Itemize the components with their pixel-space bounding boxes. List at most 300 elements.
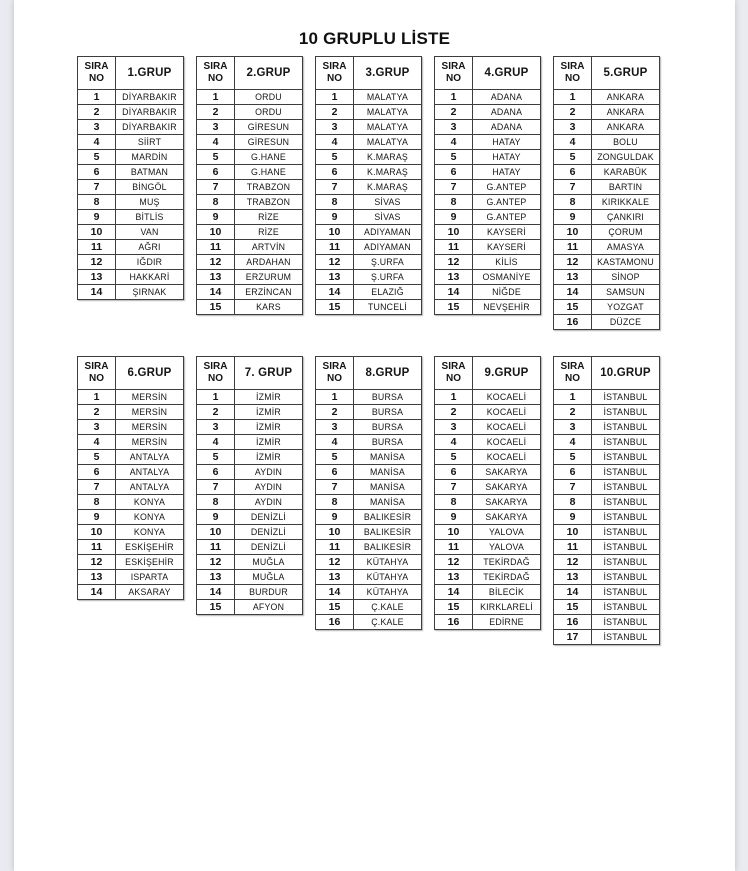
row-number-cell: 4: [197, 435, 235, 450]
city-cell: ADANA: [473, 120, 541, 135]
city-cell: ERZİNCAN: [235, 285, 303, 300]
table-row: [78, 210, 184, 225]
sira-no-header: [197, 357, 235, 390]
group-name-header: 5.GRUP: [592, 57, 660, 90]
table-row: [78, 240, 184, 255]
table-row: [435, 255, 541, 270]
city-cell: MANİSA: [354, 495, 422, 510]
group-table: [77, 56, 184, 300]
row-number-cell: 8: [554, 195, 592, 210]
city-cell: MALATYA: [354, 135, 422, 150]
row-number-cell: 4: [435, 135, 473, 150]
city-cell: TEKİRDAĞ: [473, 555, 541, 570]
row-number-cell: 2: [316, 405, 354, 420]
city-cell: ÇORUM: [592, 225, 660, 240]
table-row: [78, 180, 184, 195]
row-number-cell: 3: [435, 120, 473, 135]
table-row: [316, 390, 422, 405]
city-cell: KOCAELİ: [473, 405, 541, 420]
sira-no-header: [554, 357, 592, 390]
page-title: 10 GRUPLU LİSTE: [298, 29, 451, 48]
city-cell: MANİSA: [354, 450, 422, 465]
table-row: [197, 90, 303, 105]
city-cell: İZMİR: [235, 435, 303, 450]
row-number-cell: 10: [554, 225, 592, 240]
city-cell: MANİSA: [354, 480, 422, 495]
sira-no-header: [435, 57, 473, 90]
row-number-cell: 17: [554, 630, 592, 645]
row-number-cell: 4: [316, 435, 354, 450]
row-number-cell: 3: [78, 120, 116, 135]
city-cell: MUĞLA: [235, 555, 303, 570]
table-row: [554, 225, 660, 240]
city-cell: DENİZLİ: [235, 510, 303, 525]
table-row: [197, 585, 303, 600]
row-number-cell: 7: [435, 480, 473, 495]
city-cell: MANİSA: [354, 465, 422, 480]
group-name-header: 10.GRUP: [592, 357, 660, 390]
sira-label: SIRA: [84, 61, 109, 72]
row-number-cell: 14: [197, 585, 235, 600]
table-row: [78, 525, 184, 540]
table-row: [78, 90, 184, 105]
row-number-cell: 4: [435, 435, 473, 450]
table-row: [197, 225, 303, 240]
table-row: [554, 180, 660, 195]
no-label: NO: [208, 73, 223, 84]
no-label: NO: [89, 373, 104, 384]
row-number-cell: 12: [197, 255, 235, 270]
city-cell: YALOVA: [473, 525, 541, 540]
group-table: [434, 356, 541, 630]
table-row: [78, 435, 184, 450]
city-cell: K.MARAŞ: [354, 165, 422, 180]
row-number-cell: 14: [554, 285, 592, 300]
group-name-header: 6.GRUP: [116, 357, 184, 390]
row-number-cell: 6: [554, 465, 592, 480]
row-number-cell: 16: [554, 315, 592, 330]
table-row: [316, 585, 422, 600]
city-cell: SİVAS: [354, 195, 422, 210]
city-cell: KOCAELİ: [473, 420, 541, 435]
city-cell: YALOVA: [473, 540, 541, 555]
sira-label: SIRA: [441, 61, 466, 72]
city-cell: KIRKLARELİ: [473, 600, 541, 615]
row-number-cell: 10: [554, 525, 592, 540]
row-number-cell: 6: [554, 165, 592, 180]
row-number-cell: 5: [554, 150, 592, 165]
table-row: [554, 510, 660, 525]
table-row: [316, 435, 422, 450]
city-cell: SİNOP: [592, 270, 660, 285]
table-row: [435, 210, 541, 225]
city-cell: İZMİR: [235, 390, 303, 405]
table-row: [197, 240, 303, 255]
city-cell: Ş.URFA: [354, 270, 422, 285]
table-row: [435, 540, 541, 555]
table-row: [197, 120, 303, 135]
row-number-cell: 12: [197, 555, 235, 570]
city-cell: ADANA: [473, 105, 541, 120]
row-number-cell: 14: [316, 585, 354, 600]
city-cell: SAKARYA: [473, 495, 541, 510]
row-number-cell: 2: [554, 105, 592, 120]
row-number-cell: 7: [197, 480, 235, 495]
table-row: [78, 120, 184, 135]
row-number-cell: 3: [197, 120, 235, 135]
table-row: [316, 210, 422, 225]
row-number-cell: 2: [435, 405, 473, 420]
table-row: [197, 405, 303, 420]
row-number-cell: 3: [316, 420, 354, 435]
city-cell: MERSİN: [116, 420, 184, 435]
row-number-cell: 8: [197, 195, 235, 210]
table-row: [554, 630, 660, 645]
table-row: [435, 435, 541, 450]
sira-label: SIRA: [203, 361, 228, 372]
row-number-cell: 2: [197, 405, 235, 420]
table-row: [554, 555, 660, 570]
group-name-header: 3.GRUP: [354, 57, 422, 90]
row-number-cell: 6: [435, 465, 473, 480]
row-number-cell: 16: [435, 615, 473, 630]
city-cell: ORDU: [235, 105, 303, 120]
row-number-cell: 14: [78, 285, 116, 300]
table-row: [554, 480, 660, 495]
table-row: [78, 540, 184, 555]
table-row: [554, 465, 660, 480]
table-row: [197, 300, 303, 315]
city-cell: SAKARYA: [473, 480, 541, 495]
row-number-cell: 3: [554, 120, 592, 135]
table-row: [435, 105, 541, 120]
row-number-cell: 5: [78, 150, 116, 165]
city-cell: SAKARYA: [473, 465, 541, 480]
row-number-cell: 10: [316, 225, 354, 240]
city-cell: ANTALYA: [116, 465, 184, 480]
city-cell: AYDIN: [235, 495, 303, 510]
table-row: [554, 420, 660, 435]
sira-label: SIRA: [322, 361, 347, 372]
row-number-cell: 9: [316, 210, 354, 225]
row-number-cell: 5: [78, 450, 116, 465]
table-row: [554, 300, 660, 315]
table-row: [554, 540, 660, 555]
row-number-cell: 4: [316, 135, 354, 150]
table-row: [78, 465, 184, 480]
table-row: [78, 285, 184, 300]
city-cell: ISPARTA: [116, 570, 184, 585]
city-cell: ANTALYA: [116, 450, 184, 465]
table-row: [554, 390, 660, 405]
table-row: [197, 210, 303, 225]
city-cell: ESKİŞEHİR: [116, 540, 184, 555]
table-row: [197, 600, 303, 615]
city-cell: BALIKESİR: [354, 540, 422, 555]
table-row: [316, 255, 422, 270]
row-number-cell: 1: [197, 390, 235, 405]
city-cell: TUNCELİ: [354, 300, 422, 315]
table-row: [316, 480, 422, 495]
table-row: [197, 150, 303, 165]
city-cell: ARTVİN: [235, 240, 303, 255]
row-number-cell: 15: [435, 600, 473, 615]
city-cell: AMASYA: [592, 240, 660, 255]
row-number-cell: 13: [554, 270, 592, 285]
row-number-cell: 12: [316, 255, 354, 270]
city-cell: KONYA: [116, 525, 184, 540]
city-cell: BALIKESİR: [354, 510, 422, 525]
sira-no-header: [78, 357, 116, 390]
row-number-cell: 11: [554, 540, 592, 555]
group-name-header: 7. GRUP: [235, 357, 303, 390]
city-cell: HATAY: [473, 150, 541, 165]
city-cell: İSTANBUL: [592, 510, 660, 525]
row-number-cell: 1: [78, 390, 116, 405]
row-number-cell: 1: [316, 390, 354, 405]
row-number-cell: 5: [316, 150, 354, 165]
city-cell: MUŞ: [116, 195, 184, 210]
sira-label: SIRA: [560, 361, 585, 372]
table-row: [197, 465, 303, 480]
row-number-cell: 3: [554, 420, 592, 435]
city-cell: ADIYAMAN: [354, 225, 422, 240]
city-cell: NEVŞEHİR: [473, 300, 541, 315]
row-number-cell: 9: [435, 510, 473, 525]
city-cell: ŞIRNAK: [116, 285, 184, 300]
table-row: [554, 90, 660, 105]
city-cell: KÜTAHYA: [354, 555, 422, 570]
city-cell: Ş.URFA: [354, 255, 422, 270]
table-row: [316, 300, 422, 315]
city-cell: İZMİR: [235, 405, 303, 420]
row-number-cell: 7: [197, 180, 235, 195]
sira-label: SIRA: [560, 61, 585, 72]
city-cell: YOZGAT: [592, 300, 660, 315]
city-cell: KOCAELİ: [473, 450, 541, 465]
city-cell: AFYON: [235, 600, 303, 615]
table-row: [316, 90, 422, 105]
row-number-cell: 4: [78, 435, 116, 450]
row-number-cell: 9: [554, 210, 592, 225]
row-number-cell: 3: [78, 420, 116, 435]
row-number-cell: 5: [435, 150, 473, 165]
table-row: [316, 225, 422, 240]
row-number-cell: 9: [197, 210, 235, 225]
city-cell: ERZURUM: [235, 270, 303, 285]
row-number-cell: 9: [554, 510, 592, 525]
table-row: [316, 555, 422, 570]
row-number-cell: 9: [197, 510, 235, 525]
city-cell: İZMİR: [235, 420, 303, 435]
city-cell: BARTIN: [592, 180, 660, 195]
table-row: [78, 270, 184, 285]
table-row: [316, 195, 422, 210]
sira-label: SIRA: [203, 61, 228, 72]
city-cell: BURSA: [354, 390, 422, 405]
row-number-cell: 11: [78, 540, 116, 555]
city-cell: İSTANBUL: [592, 540, 660, 555]
city-cell: İSTANBUL: [592, 405, 660, 420]
table-row: [435, 90, 541, 105]
table-row: [554, 570, 660, 585]
table-row: [435, 120, 541, 135]
city-cell: KOCAELİ: [473, 390, 541, 405]
city-cell: AĞRI: [116, 240, 184, 255]
table-row: [554, 105, 660, 120]
row-number-cell: 11: [316, 540, 354, 555]
city-cell: İSTANBUL: [592, 570, 660, 585]
row-number-cell: 16: [316, 615, 354, 630]
table-row: [78, 225, 184, 240]
row-number-cell: 7: [316, 480, 354, 495]
table-row: [78, 195, 184, 210]
row-number-cell: 6: [78, 165, 116, 180]
row-number-cell: 15: [435, 300, 473, 315]
table-row: [197, 540, 303, 555]
sira-no-header: [435, 357, 473, 390]
table-row: [316, 510, 422, 525]
row-number-cell: 6: [197, 165, 235, 180]
table-row: [197, 450, 303, 465]
row-number-cell: 10: [197, 525, 235, 540]
sira-no-header: [554, 57, 592, 90]
row-number-cell: 14: [554, 585, 592, 600]
row-number-cell: 12: [435, 555, 473, 570]
group-table: [434, 56, 541, 315]
table-row: [554, 165, 660, 180]
table-row: [316, 600, 422, 615]
group-table: [196, 56, 303, 315]
city-cell: BİTLİS: [116, 210, 184, 225]
table-row: [554, 120, 660, 135]
table-row: [78, 585, 184, 600]
city-cell: TRABZON: [235, 180, 303, 195]
city-cell: İSTANBUL: [592, 450, 660, 465]
row-number-cell: 11: [316, 240, 354, 255]
city-cell: ARDAHAN: [235, 255, 303, 270]
sira-no-header: [197, 57, 235, 90]
city-cell: DENİZLİ: [235, 540, 303, 555]
row-number-cell: 8: [78, 195, 116, 210]
table-row: [316, 135, 422, 150]
row-number-cell: 14: [197, 285, 235, 300]
table-row: [78, 555, 184, 570]
row-number-cell: 13: [78, 270, 116, 285]
table-row: [435, 525, 541, 540]
table-row: [435, 270, 541, 285]
sira-label: SIRA: [84, 361, 109, 372]
row-number-cell: 13: [197, 270, 235, 285]
row-number-cell: 13: [435, 270, 473, 285]
city-cell: SİVAS: [354, 210, 422, 225]
table-row: [554, 450, 660, 465]
table-row: [435, 615, 541, 630]
group-name-header: 9.GRUP: [473, 357, 541, 390]
city-cell: KARABÜK: [592, 165, 660, 180]
row-number-cell: 7: [78, 480, 116, 495]
table-row: [78, 255, 184, 270]
row-number-cell: 13: [316, 270, 354, 285]
city-cell: DENİZLİ: [235, 525, 303, 540]
row-number-cell: 8: [316, 495, 354, 510]
city-cell: HATAY: [473, 135, 541, 150]
city-cell: MARDİN: [116, 150, 184, 165]
city-cell: G.HANE: [235, 150, 303, 165]
row-number-cell: 13: [78, 570, 116, 585]
row-number-cell: 15: [554, 600, 592, 615]
row-number-cell: 10: [78, 525, 116, 540]
table-row: [316, 105, 422, 120]
row-number-cell: 13: [197, 570, 235, 585]
table-row: [197, 435, 303, 450]
city-cell: HAKKARİ: [116, 270, 184, 285]
row-number-cell: 12: [78, 555, 116, 570]
row-number-cell: 14: [435, 585, 473, 600]
no-label: NO: [327, 73, 342, 84]
table-row: [78, 570, 184, 585]
table-row: [78, 405, 184, 420]
table-row: [435, 300, 541, 315]
table-row: [435, 195, 541, 210]
row-number-cell: 1: [554, 390, 592, 405]
city-cell: MERSİN: [116, 435, 184, 450]
table-row: [435, 480, 541, 495]
table-row: [78, 390, 184, 405]
tables-row-2: [77, 356, 735, 645]
table-row: [78, 135, 184, 150]
row-number-cell: 9: [316, 510, 354, 525]
city-cell: GİRESUN: [235, 120, 303, 135]
city-cell: BİNGÖL: [116, 180, 184, 195]
table-row: [435, 495, 541, 510]
table-row: [316, 570, 422, 585]
table-row: [78, 480, 184, 495]
row-number-cell: 15: [197, 600, 235, 615]
city-cell: SAMSUN: [592, 285, 660, 300]
row-number-cell: 6: [316, 465, 354, 480]
row-number-cell: 11: [435, 540, 473, 555]
city-cell: ADIYAMAN: [354, 240, 422, 255]
row-number-cell: 14: [316, 285, 354, 300]
table-row: [435, 285, 541, 300]
row-number-cell: 6: [197, 465, 235, 480]
row-number-cell: 15: [316, 300, 354, 315]
row-number-cell: 9: [435, 210, 473, 225]
city-cell: İSTANBUL: [592, 555, 660, 570]
row-number-cell: 2: [435, 105, 473, 120]
city-cell: ANKARA: [592, 90, 660, 105]
row-number-cell: 5: [197, 150, 235, 165]
no-label: NO: [446, 73, 461, 84]
city-cell: Ç.KALE: [354, 615, 422, 630]
city-cell: KÜTAHYA: [354, 585, 422, 600]
table-row: [316, 270, 422, 285]
row-number-cell: 8: [554, 495, 592, 510]
city-cell: MALATYA: [354, 120, 422, 135]
city-cell: ANTALYA: [116, 480, 184, 495]
table-row: [554, 585, 660, 600]
row-number-cell: 12: [554, 255, 592, 270]
city-cell: İSTANBUL: [592, 585, 660, 600]
row-number-cell: 1: [554, 90, 592, 105]
city-cell: DİYARBAKIR: [116, 90, 184, 105]
table-row: [197, 570, 303, 585]
city-cell: TRABZON: [235, 195, 303, 210]
table-row: [197, 285, 303, 300]
group-table: [315, 356, 422, 630]
row-number-cell: 8: [78, 495, 116, 510]
